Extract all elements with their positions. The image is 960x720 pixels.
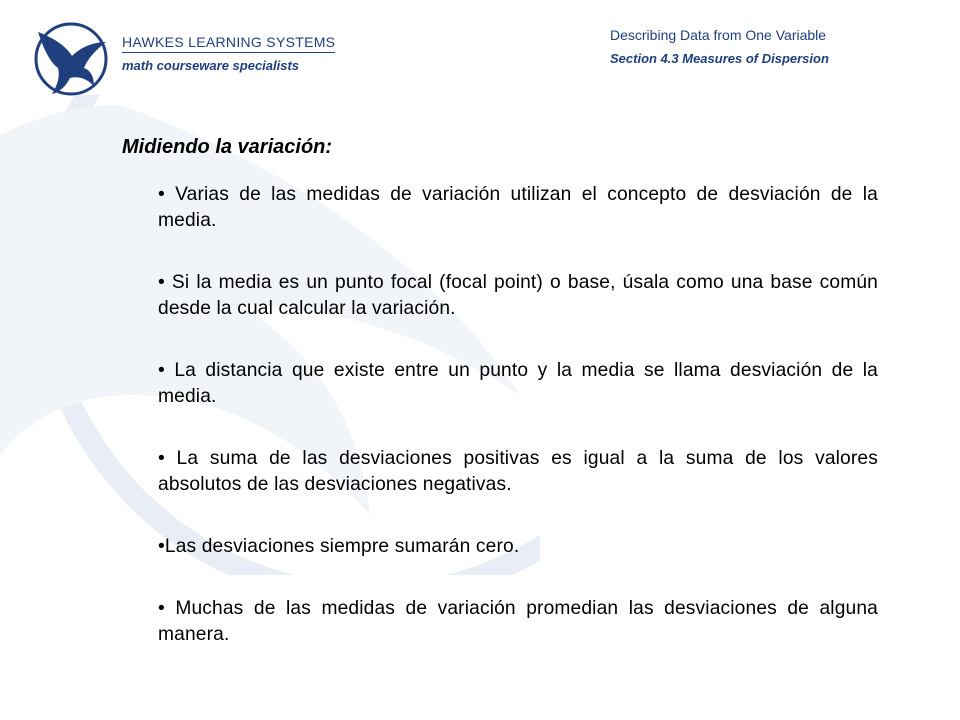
course-info — [610, 27, 829, 66]
bullet-item: • La suma de las desviaciones positivas es igual a la suma de los valores absolutos de las desviaciones negativas. — [158, 448, 878, 495]
bullet-item: • Si la media es un punto focal (focal point) o base, úsala como una base común desde la cual calcular la variación. — [158, 272, 878, 319]
brand-block — [122, 34, 335, 73]
bullet-item: •Las desviaciones siempre sumarán cero. — [158, 536, 520, 557]
hawk-logo-icon — [32, 20, 110, 98]
slide-title: Midiendo la variación: — [122, 136, 333, 158]
brand-tagline: math courseware specialists — [122, 58, 300, 73]
bullet-list — [158, 182, 878, 648]
section-label: Section 4.3 Measures of Dispersion — [610, 51, 829, 66]
course-title: Describing Data from One Variable — [610, 27, 827, 43]
bullet-item: • Varias de las medidas de variación utilizan el concepto de desviación de la media. — [158, 184, 878, 231]
bullet-item: • La distancia que existe entre un punto y la media se llama desviación de la media. — [158, 360, 878, 407]
bullet-item: • Muchas de las medidas de variación promedian las desviaciones de alguna manera. — [158, 598, 878, 645]
brand-name: HAWKES LEARNING SYSTEMS — [122, 34, 335, 53]
